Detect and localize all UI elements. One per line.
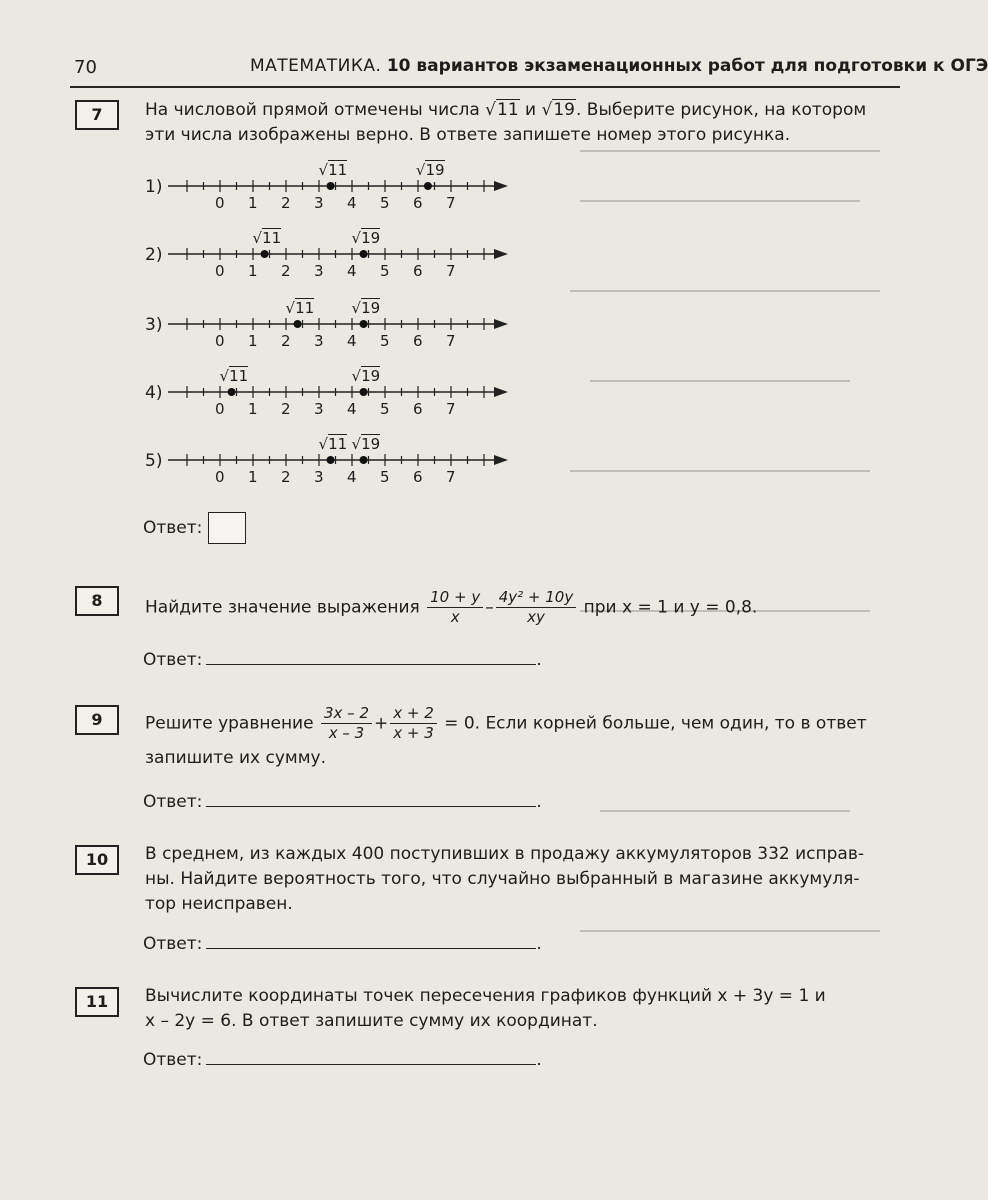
number-line-option-3 bbox=[140, 296, 540, 356]
point-sqrt-19 bbox=[360, 388, 368, 396]
tick-label: 5 bbox=[380, 262, 390, 280]
tick-label: 3 bbox=[314, 332, 324, 350]
option-label: 5) bbox=[145, 451, 163, 471]
option-label: 2) bbox=[145, 245, 163, 265]
tick-label: 4 bbox=[347, 400, 357, 418]
task-9-text bbox=[145, 704, 895, 743]
tick-label: 2 bbox=[281, 262, 291, 280]
point-sqrt-19 bbox=[360, 456, 368, 464]
answer-label: Ответ: bbox=[143, 1050, 203, 1070]
tick-label: 7 bbox=[446, 400, 456, 418]
root-label-sqrt-11: √11 bbox=[252, 229, 282, 247]
answer-label: Ответ: bbox=[143, 792, 203, 812]
root-label-sqrt-19: √19 bbox=[351, 229, 381, 247]
tick-label: 0 bbox=[215, 400, 225, 418]
task-8-text bbox=[145, 588, 865, 627]
option-label: 3) bbox=[145, 315, 163, 335]
task-7-text bbox=[145, 98, 895, 148]
task-11-number: 11 bbox=[75, 987, 119, 1017]
tick-label: 3 bbox=[314, 400, 324, 418]
arrow-head bbox=[494, 249, 508, 259]
radical-sign: √ bbox=[252, 229, 263, 247]
option-label: 1) bbox=[145, 177, 163, 197]
tick-label: 0 bbox=[215, 332, 225, 350]
arrow-head bbox=[494, 455, 508, 465]
point-sqrt-19 bbox=[360, 250, 368, 258]
tick-label: 0 bbox=[215, 262, 225, 280]
task-9-answer-row: Ответ: . bbox=[143, 788, 542, 812]
root-label-sqrt-11: √11 bbox=[285, 299, 315, 317]
root-label-sqrt-19: √19 bbox=[351, 435, 381, 453]
number-line-option-2 bbox=[140, 226, 540, 286]
task-11-text bbox=[145, 984, 895, 1034]
task-9-fraction-2: $\frac{x + 2}{x + 3}$ bbox=[390, 704, 437, 743]
task-11-answer-line[interactable] bbox=[206, 1046, 536, 1065]
radical-sign: √ bbox=[285, 299, 296, 317]
tick-label: 5 bbox=[380, 468, 390, 486]
tick-label: 2 bbox=[281, 468, 291, 486]
tick-label: 6 bbox=[413, 194, 423, 212]
plus-sign: + bbox=[373, 713, 389, 734]
sqrt-11: √11 bbox=[485, 100, 519, 120]
minus-sign: – bbox=[485, 597, 494, 618]
radical-sign: √ bbox=[351, 435, 362, 453]
tick-label: 4 bbox=[347, 468, 357, 486]
sqrt-19: √19 bbox=[541, 100, 575, 120]
arrow-head bbox=[494, 319, 508, 329]
task-8-fraction-1: $\frac{10 + y}{x}$ bbox=[427, 588, 483, 627]
tick-label: 5 bbox=[380, 400, 390, 418]
task-10-line3: тор неисправен. bbox=[145, 894, 293, 914]
tick-label: 1 bbox=[248, 262, 258, 280]
task-9-text-line2: запишите их сумму. bbox=[145, 748, 327, 768]
tick-label: 1 bbox=[248, 332, 258, 350]
tick-label: 0 bbox=[215, 194, 225, 212]
task-10-line2: ны. Найдите вероятность того, что случайно выбранный в магазине аккумуля- bbox=[145, 869, 860, 889]
root-label-sqrt-19: √19 bbox=[351, 367, 381, 385]
tick-label: 4 bbox=[347, 332, 357, 350]
tick-label: 1 bbox=[248, 194, 258, 212]
task-7-text-line2: эти числа изображены верно. В ответе запишете номер этого рисунка. bbox=[145, 125, 791, 145]
task-9-text-before: Решите уравнение bbox=[145, 713, 314, 734]
page-header bbox=[0, 0, 988, 90]
option-label: 4) bbox=[145, 383, 163, 403]
root-label-sqrt-19: √19 bbox=[351, 299, 381, 317]
radical-sign: √ bbox=[318, 161, 329, 179]
tick-label: 6 bbox=[413, 400, 423, 418]
tick-label: 6 bbox=[413, 468, 423, 486]
tick-label: 2 bbox=[281, 194, 291, 212]
task-9-answer-line[interactable] bbox=[206, 788, 536, 807]
tick-label: 3 bbox=[314, 468, 324, 486]
tick-label: 7 bbox=[446, 194, 456, 212]
tick-label: 4 bbox=[347, 262, 357, 280]
task-10-line1: В среднем, из каждых 400 поступивших в продажу аккумуляторов 332 исправ- bbox=[145, 844, 864, 864]
answer-label: Ответ: bbox=[143, 518, 203, 538]
task-11-line1: Вычислите координаты точек пересечения графиков функций x + 3y = 1 и bbox=[145, 986, 826, 1006]
tick-label: 6 bbox=[413, 262, 423, 280]
point-sqrt-11 bbox=[327, 182, 335, 190]
tick-label: 7 bbox=[446, 332, 456, 350]
tick-label: 1 bbox=[248, 468, 258, 486]
task-7-text-part2: . Выберите рисунок, на котором bbox=[575, 100, 867, 120]
task-10-number: 10 bbox=[75, 845, 119, 875]
radical-sign: √ bbox=[351, 367, 362, 385]
number-line-axis bbox=[140, 296, 540, 356]
answer-label: Ответ: bbox=[143, 934, 203, 954]
tick-label: 2 bbox=[281, 332, 291, 350]
header-rule bbox=[70, 86, 900, 88]
task-10-text bbox=[145, 842, 895, 917]
task-7-number: 7 bbox=[75, 100, 119, 130]
tick-label: 1 bbox=[248, 400, 258, 418]
root-label-sqrt-11: √11 bbox=[318, 435, 348, 453]
task-7-answer-row bbox=[143, 512, 246, 544]
task-10-answer-row: Ответ: . bbox=[143, 930, 542, 954]
task-7-answer-box[interactable] bbox=[208, 512, 246, 544]
task-8-answer-row: Ответ: . bbox=[143, 646, 542, 670]
radical-sign: √ bbox=[351, 299, 362, 317]
task-8-answer-line[interactable] bbox=[206, 646, 536, 665]
task-9-fraction-1: $\frac{3x - 2}{x - 3}$ bbox=[321, 704, 372, 743]
tick-label: 0 bbox=[215, 468, 225, 486]
number-line-axis bbox=[140, 364, 540, 424]
radical-sign: √ bbox=[219, 367, 230, 385]
tick-label: 7 bbox=[446, 262, 456, 280]
radical-sign: √ bbox=[415, 161, 426, 179]
task-9-text-after: = 0. Если корней больше, чем один, то в ответ bbox=[444, 713, 867, 734]
point-sqrt-11 bbox=[261, 250, 269, 258]
running-title bbox=[250, 56, 988, 76]
point-sqrt-19 bbox=[360, 320, 368, 328]
tick-label: 3 bbox=[314, 194, 324, 212]
task-11-answer-row: Ответ: . bbox=[143, 1046, 542, 1070]
tick-label: 5 bbox=[380, 194, 390, 212]
number-line-option-4 bbox=[140, 364, 540, 424]
root-label-sqrt-11: √11 bbox=[219, 367, 249, 385]
tick-label: 5 bbox=[380, 332, 390, 350]
task-8-number: 8 bbox=[75, 586, 119, 616]
radical-sign: √ bbox=[318, 435, 329, 453]
radical-sign: √ bbox=[351, 229, 362, 247]
arrow-head bbox=[494, 387, 508, 397]
tick-label: 3 bbox=[314, 262, 324, 280]
arrow-head bbox=[494, 181, 508, 191]
root-label-sqrt-19: √19 bbox=[415, 161, 445, 179]
number-line-option-5 bbox=[140, 432, 540, 492]
task-8-text-before: Найдите значение выражения bbox=[145, 597, 420, 618]
point-sqrt-19 bbox=[424, 182, 432, 190]
task-7-and: и bbox=[519, 100, 542, 120]
tick-label: 7 bbox=[446, 468, 456, 486]
task-8-fraction-2: $\frac{\text{4y² + 10y}}{xy}$ bbox=[496, 588, 577, 627]
number-line-option-1 bbox=[140, 158, 540, 218]
point-sqrt-11 bbox=[228, 388, 236, 396]
task-8-text-after: при x = 1 и y = 0,8. bbox=[583, 597, 758, 618]
answer-label: Ответ: bbox=[143, 650, 203, 670]
subject: МАТЕМАТИКА. bbox=[250, 56, 382, 76]
root-label-sqrt-11: √11 bbox=[318, 161, 348, 179]
task-9-number: 9 bbox=[75, 705, 119, 735]
point-sqrt-11 bbox=[294, 320, 302, 328]
task-11-line2: x – 2y = 6. В ответ запишите сумму их координат. bbox=[145, 1011, 598, 1031]
tick-label: 2 bbox=[281, 400, 291, 418]
tick-label: 4 bbox=[347, 194, 357, 212]
point-sqrt-11 bbox=[327, 456, 335, 464]
tick-label: 6 bbox=[413, 332, 423, 350]
task-10-answer-line[interactable] bbox=[206, 930, 536, 949]
book-title: 10 вариантов экзаменационных работ для подготовки к ОГЭ bbox=[386, 56, 988, 76]
task-7-text-part1: На числовой прямой отмечены числа bbox=[145, 100, 486, 120]
page-number: 70 bbox=[74, 57, 97, 78]
number-line-axis bbox=[140, 226, 540, 286]
